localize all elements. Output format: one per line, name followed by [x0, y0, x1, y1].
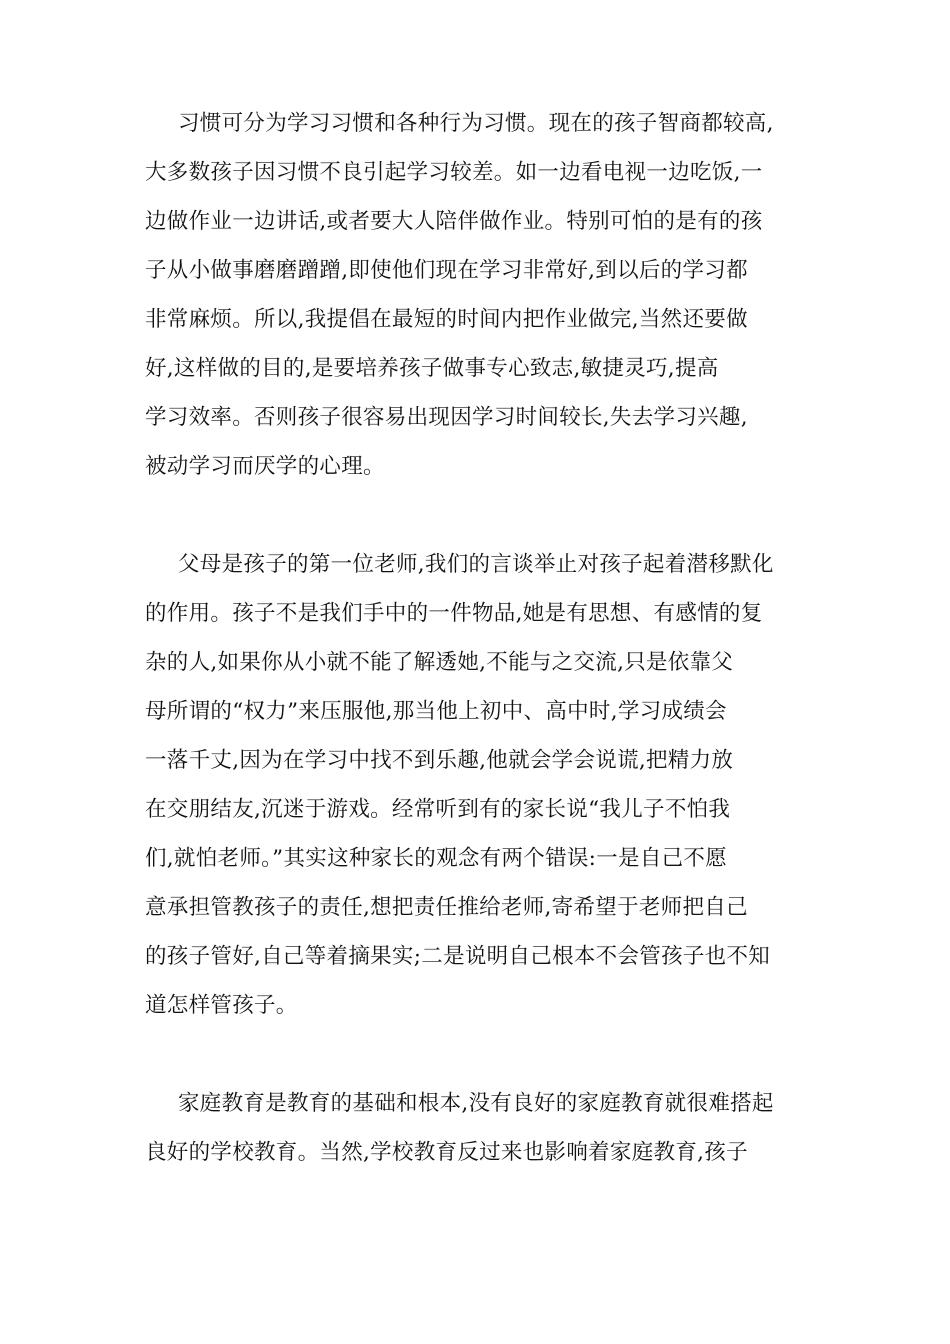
- text-line: 意承担管教孩子的责任,想把责任推给老师,寄希望于老师把自己: [145, 895, 748, 920]
- text-line: 家庭教育是教育的基础和根本,没有良好的家庭教育就很难搭起: [178, 1091, 774, 1116]
- document-body: [145, 99, 807, 1177]
- text-line: 的作用。孩子不是我们手中的一件物品,她是有思想、有感情的复: [145, 601, 763, 626]
- text-line: 被动学习而厌学的心理。: [145, 454, 385, 479]
- text-line: 良好的学校教育。当然,学校教育反过来也影响着家庭教育,孩子: [145, 1140, 748, 1165]
- text-line: 好,这样做的目的,是要培养孩子做事专心致志,敏捷灵巧,提高: [145, 356, 719, 381]
- paragraph-gap: [145, 1030, 807, 1079]
- text-line: 母所谓的“权力”来压服他,那当他上初中、高中时,学习成绩会: [145, 699, 727, 724]
- paragraph-habits: [145, 99, 807, 491]
- text-line: 杂的人,如果你从小就不能了解透她,不能与之交流,只是依靠父: [145, 650, 734, 675]
- text-line: 边做作业一边讲话,或者要大人陪伴做作业。特别可怕的是有的孩: [145, 209, 763, 234]
- text-line: 大多数孩子因习惯不良引起学习较差。如一边看电视一边吃饭,一: [145, 160, 763, 185]
- text-line: 子从小做事磨磨蹭蹭,即使他们现在学习非常好,到以后的学习都: [145, 258, 748, 283]
- paragraph-parents: [145, 540, 807, 1030]
- text-line: 一落千丈,因为在学习中找不到乐趣,他就会学会说谎,把精力放: [145, 748, 734, 773]
- text-line: 在交朋结友,沉迷于游戏。经常听到有的家长说“我儿子不怕我: [145, 797, 731, 822]
- text-line: 们,就怕老师。”其实这种家长的观念有两个错误:一是自己不愿: [145, 846, 728, 871]
- text-line: 非常麻烦。所以,我提倡在最短的时间内把作业做完,当然还要做: [145, 307, 748, 332]
- text-line: 学习效率。否则孩子很容易出现因学习时间较长,失去学习兴趣,: [145, 405, 748, 430]
- text-line: 的孩子管好,自己等着摘果实;二是说明自己根本不会管孩子也不知: [145, 944, 771, 969]
- text-line: 习惯可分为学习习惯和各种行为习惯。现在的孩子智商都较高,: [178, 111, 774, 136]
- text-line: 父母是孩子的第一位老师,我们的言谈举止对孩子起着潜移默化: [178, 552, 774, 577]
- paragraph-gap: [145, 491, 807, 540]
- text-line: 道怎样管孩子。: [145, 993, 298, 1018]
- paragraph-family-education: [145, 1079, 807, 1177]
